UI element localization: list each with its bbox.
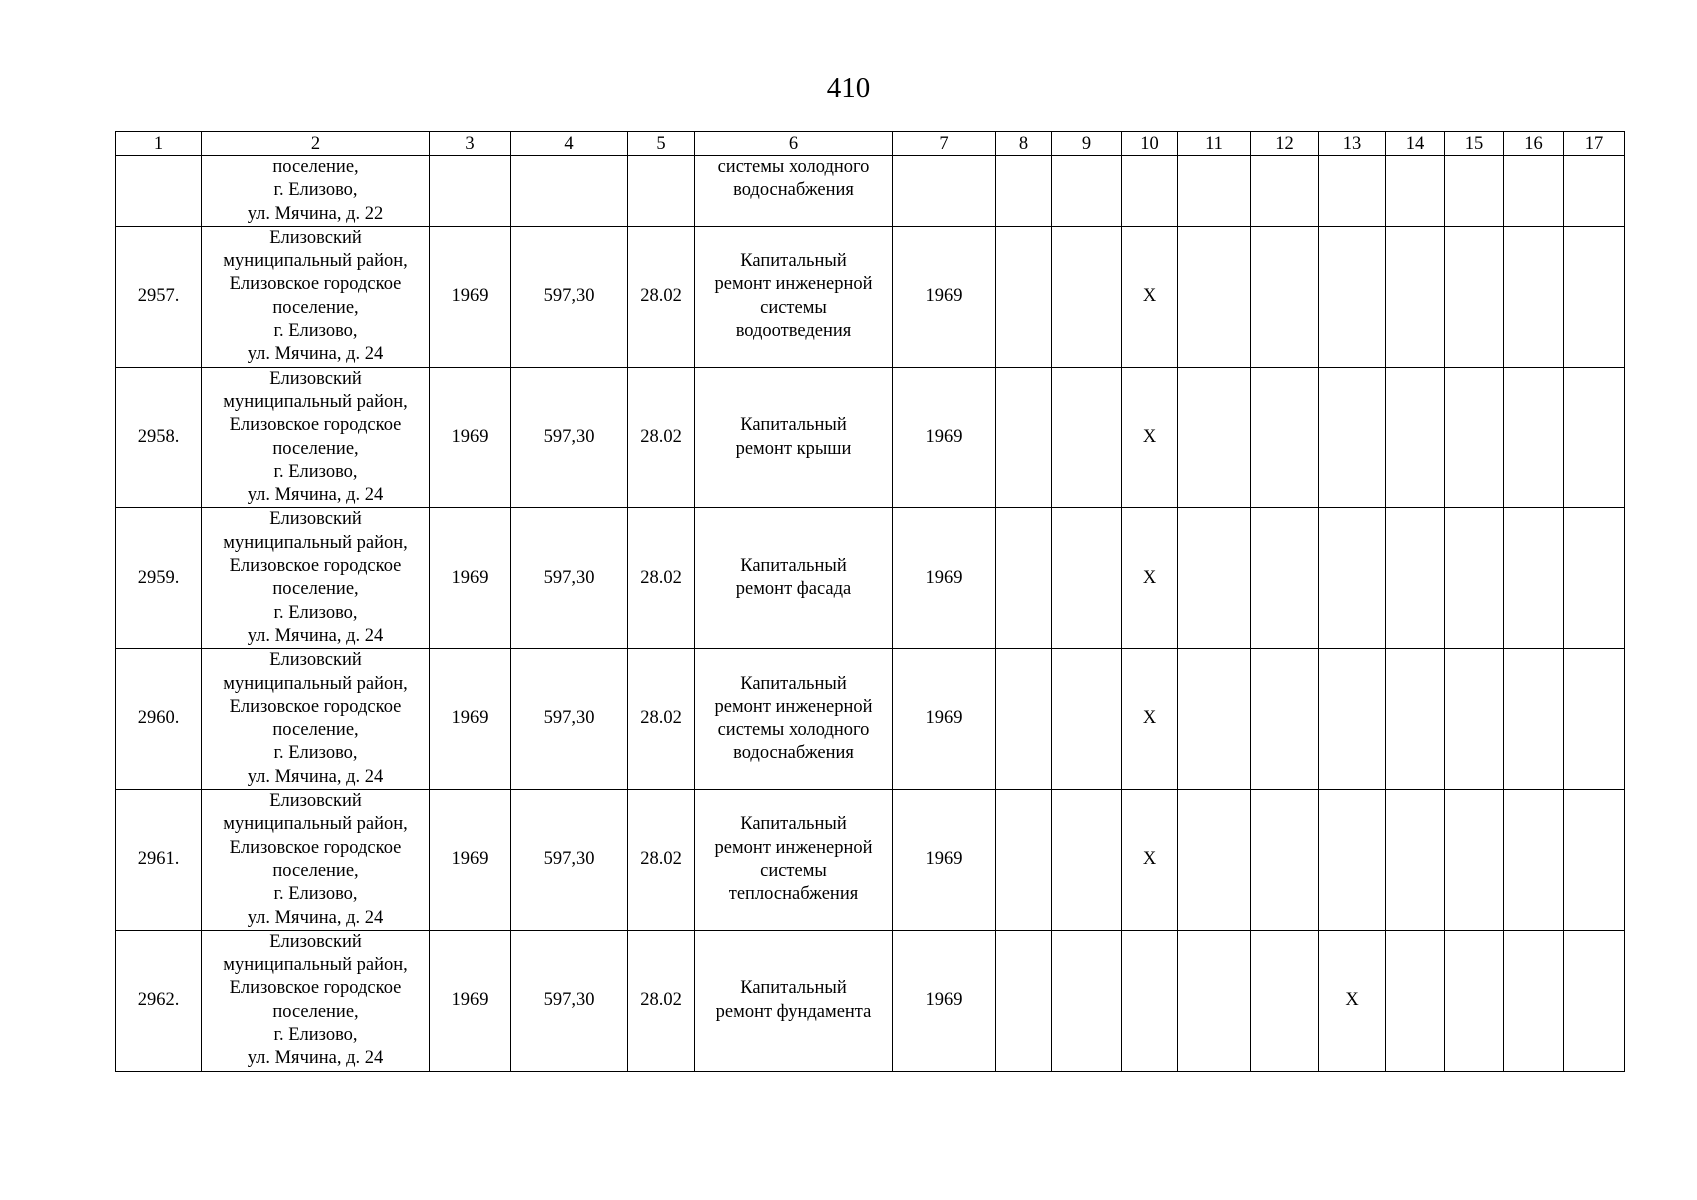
cell-col-11 <box>1178 930 1251 1071</box>
planned-year-cell <box>893 156 996 227</box>
cell-col-15 <box>1445 367 1504 508</box>
cell-col-8 <box>996 790 1052 931</box>
cell-col-14 <box>1386 508 1445 649</box>
cell-col-13 <box>1319 508 1386 649</box>
cell-col-10: X <box>1122 508 1178 649</box>
rate-cell <box>628 156 695 227</box>
cell-col-15 <box>1445 156 1504 227</box>
cell-col-14 <box>1386 649 1445 790</box>
work-type-cell: Капитальный ремонт инженерной системы водоотведения <box>695 226 893 367</box>
cell-col-14 <box>1386 367 1445 508</box>
address-cell: Елизовский муниципальный район, Елизовское городское поселение, г. Елизово, ул. Мячина, д. 24 <box>202 508 430 649</box>
table-row <box>116 226 1625 367</box>
cell-col-11 <box>1178 226 1251 367</box>
row-number-cell: 2958. <box>116 367 202 508</box>
cell-col-13 <box>1319 226 1386 367</box>
column-header-9: 9 <box>1052 132 1122 156</box>
area-cell: 597,30 <box>511 508 628 649</box>
cell-col-15 <box>1445 508 1504 649</box>
cell-col-14 <box>1386 156 1445 227</box>
cell-col-8 <box>996 226 1052 367</box>
cell-col-17 <box>1564 226 1625 367</box>
rate-cell: 28.02 <box>628 790 695 931</box>
cell-col-16 <box>1504 508 1564 649</box>
work-type-cell: Капитальный ремонт инженерной системы холодного водоснабжения <box>695 649 893 790</box>
rate-cell: 28.02 <box>628 930 695 1071</box>
row-number-cell <box>116 156 202 227</box>
cell-col-10 <box>1122 930 1178 1071</box>
cell-col-12 <box>1251 508 1319 649</box>
table-row <box>116 930 1625 1071</box>
column-header-11: 11 <box>1178 132 1251 156</box>
repair-schedule-table <box>115 131 1625 1072</box>
planned-year-cell: 1969 <box>893 930 996 1071</box>
cell-col-9 <box>1052 156 1122 227</box>
table-row <box>116 508 1625 649</box>
address-cell: Елизовский муниципальный район, Елизовское городское поселение, г. Елизово, ул. Мячина, д. 24 <box>202 367 430 508</box>
cell-col-8 <box>996 930 1052 1071</box>
cell-col-10: X <box>1122 790 1178 931</box>
planned-year-cell: 1969 <box>893 508 996 649</box>
cell-col-17 <box>1564 156 1625 227</box>
cell-col-14 <box>1386 226 1445 367</box>
column-header-12: 12 <box>1251 132 1319 156</box>
table-row-continued <box>116 156 1625 227</box>
cell-col-15 <box>1445 226 1504 367</box>
table-row <box>116 367 1625 508</box>
area-cell: 597,30 <box>511 790 628 931</box>
rate-cell: 28.02 <box>628 508 695 649</box>
cell-col-13 <box>1319 156 1386 227</box>
cell-col-10: X <box>1122 226 1178 367</box>
column-header-13: 13 <box>1319 132 1386 156</box>
rate-cell: 28.02 <box>628 367 695 508</box>
cell-col-11 <box>1178 790 1251 931</box>
build-year-cell <box>430 156 511 227</box>
cell-col-13: X <box>1319 930 1386 1071</box>
build-year-cell: 1969 <box>430 226 511 367</box>
planned-year-cell: 1969 <box>893 649 996 790</box>
cell-col-12 <box>1251 790 1319 931</box>
work-type-cell: Капитальный ремонт инженерной системы теплоснабжения <box>695 790 893 931</box>
column-header-14: 14 <box>1386 132 1445 156</box>
cell-col-12 <box>1251 367 1319 508</box>
column-header-8: 8 <box>996 132 1052 156</box>
column-header-3: 3 <box>430 132 511 156</box>
table-row <box>116 649 1625 790</box>
cell-col-10 <box>1122 156 1178 227</box>
cell-col-17 <box>1564 930 1625 1071</box>
row-number-cell: 2957. <box>116 226 202 367</box>
cell-col-12 <box>1251 226 1319 367</box>
rate-cell: 28.02 <box>628 649 695 790</box>
area-cell: 597,30 <box>511 367 628 508</box>
cell-col-15 <box>1445 930 1504 1071</box>
row-number-cell: 2961. <box>116 790 202 931</box>
build-year-cell: 1969 <box>430 649 511 790</box>
row-number-cell: 2962. <box>116 930 202 1071</box>
cell-col-17 <box>1564 649 1625 790</box>
cell-col-14 <box>1386 790 1445 931</box>
cell-col-17 <box>1564 367 1625 508</box>
cell-col-9 <box>1052 649 1122 790</box>
rate-cell: 28.02 <box>628 226 695 367</box>
build-year-cell: 1969 <box>430 367 511 508</box>
cell-col-12 <box>1251 930 1319 1071</box>
column-header-1: 1 <box>116 132 202 156</box>
area-cell: 597,30 <box>511 226 628 367</box>
cell-col-9 <box>1052 790 1122 931</box>
column-header-2: 2 <box>202 132 430 156</box>
planned-year-cell: 1969 <box>893 790 996 931</box>
table-row <box>116 790 1625 931</box>
cell-col-11 <box>1178 367 1251 508</box>
row-number-cell: 2959. <box>116 508 202 649</box>
cell-col-15 <box>1445 649 1504 790</box>
cell-col-16 <box>1504 156 1564 227</box>
cell-col-14 <box>1386 930 1445 1071</box>
planned-year-cell: 1969 <box>893 367 996 508</box>
cell-col-16 <box>1504 649 1564 790</box>
column-header-5: 5 <box>628 132 695 156</box>
cell-col-17 <box>1564 790 1625 931</box>
column-number-header-row <box>116 132 1625 156</box>
cell-col-8 <box>996 649 1052 790</box>
work-type-cell: Капитальный ремонт фундамента <box>695 930 893 1071</box>
page-number: 410 <box>826 72 871 104</box>
cell-col-13 <box>1319 790 1386 931</box>
address-cell: Елизовский муниципальный район, Елизовское городское поселение, г. Елизово, ул. Мячина, д. 24 <box>202 930 430 1071</box>
cell-col-12 <box>1251 649 1319 790</box>
column-header-17: 17 <box>1564 132 1625 156</box>
cell-col-9 <box>1052 508 1122 649</box>
area-cell: 597,30 <box>511 930 628 1071</box>
cell-col-11 <box>1178 649 1251 790</box>
cell-col-8 <box>996 508 1052 649</box>
cell-col-16 <box>1504 226 1564 367</box>
work-type-cell: системы холодного водоснабжения <box>695 156 893 227</box>
row-number-cell: 2960. <box>116 649 202 790</box>
column-header-7: 7 <box>893 132 996 156</box>
cell-col-12 <box>1251 156 1319 227</box>
cell-col-11 <box>1178 156 1251 227</box>
column-header-10: 10 <box>1122 132 1178 156</box>
planned-year-cell: 1969 <box>893 226 996 367</box>
cell-col-16 <box>1504 930 1564 1071</box>
address-cell: Елизовский муниципальный район, Елизовское городское поселение, г. Елизово, ул. Мячина, д. 24 <box>202 226 430 367</box>
cell-col-16 <box>1504 790 1564 931</box>
area-cell <box>511 156 628 227</box>
build-year-cell: 1969 <box>430 930 511 1071</box>
cell-col-16 <box>1504 367 1564 508</box>
cell-col-15 <box>1445 790 1504 931</box>
cell-col-8 <box>996 156 1052 227</box>
cell-col-9 <box>1052 367 1122 508</box>
area-cell: 597,30 <box>511 649 628 790</box>
build-year-cell: 1969 <box>430 790 511 931</box>
cell-col-10: X <box>1122 367 1178 508</box>
cell-col-17 <box>1564 508 1625 649</box>
build-year-cell: 1969 <box>430 508 511 649</box>
address-cell: Елизовский муниципальный район, Елизовское городское поселение, г. Елизово, ул. Мячина, д. 24 <box>202 649 430 790</box>
cell-col-9 <box>1052 930 1122 1071</box>
cell-col-9 <box>1052 226 1122 367</box>
address-cell: Елизовский муниципальный район, Елизовское городское поселение, г. Елизово, ул. Мячина, д. 24 <box>202 790 430 931</box>
column-header-4: 4 <box>511 132 628 156</box>
cell-col-10: X <box>1122 649 1178 790</box>
work-type-cell: Капитальный ремонт крыши <box>695 367 893 508</box>
address-cell: поселение, г. Елизово, ул. Мячина, д. 22 <box>202 156 430 227</box>
cell-col-11 <box>1178 508 1251 649</box>
column-header-15: 15 <box>1445 132 1504 156</box>
work-type-cell: Капитальный ремонт фасада <box>695 508 893 649</box>
column-header-6: 6 <box>695 132 893 156</box>
column-header-16: 16 <box>1504 132 1564 156</box>
cell-col-13 <box>1319 649 1386 790</box>
cell-col-8 <box>996 367 1052 508</box>
cell-col-13 <box>1319 367 1386 508</box>
